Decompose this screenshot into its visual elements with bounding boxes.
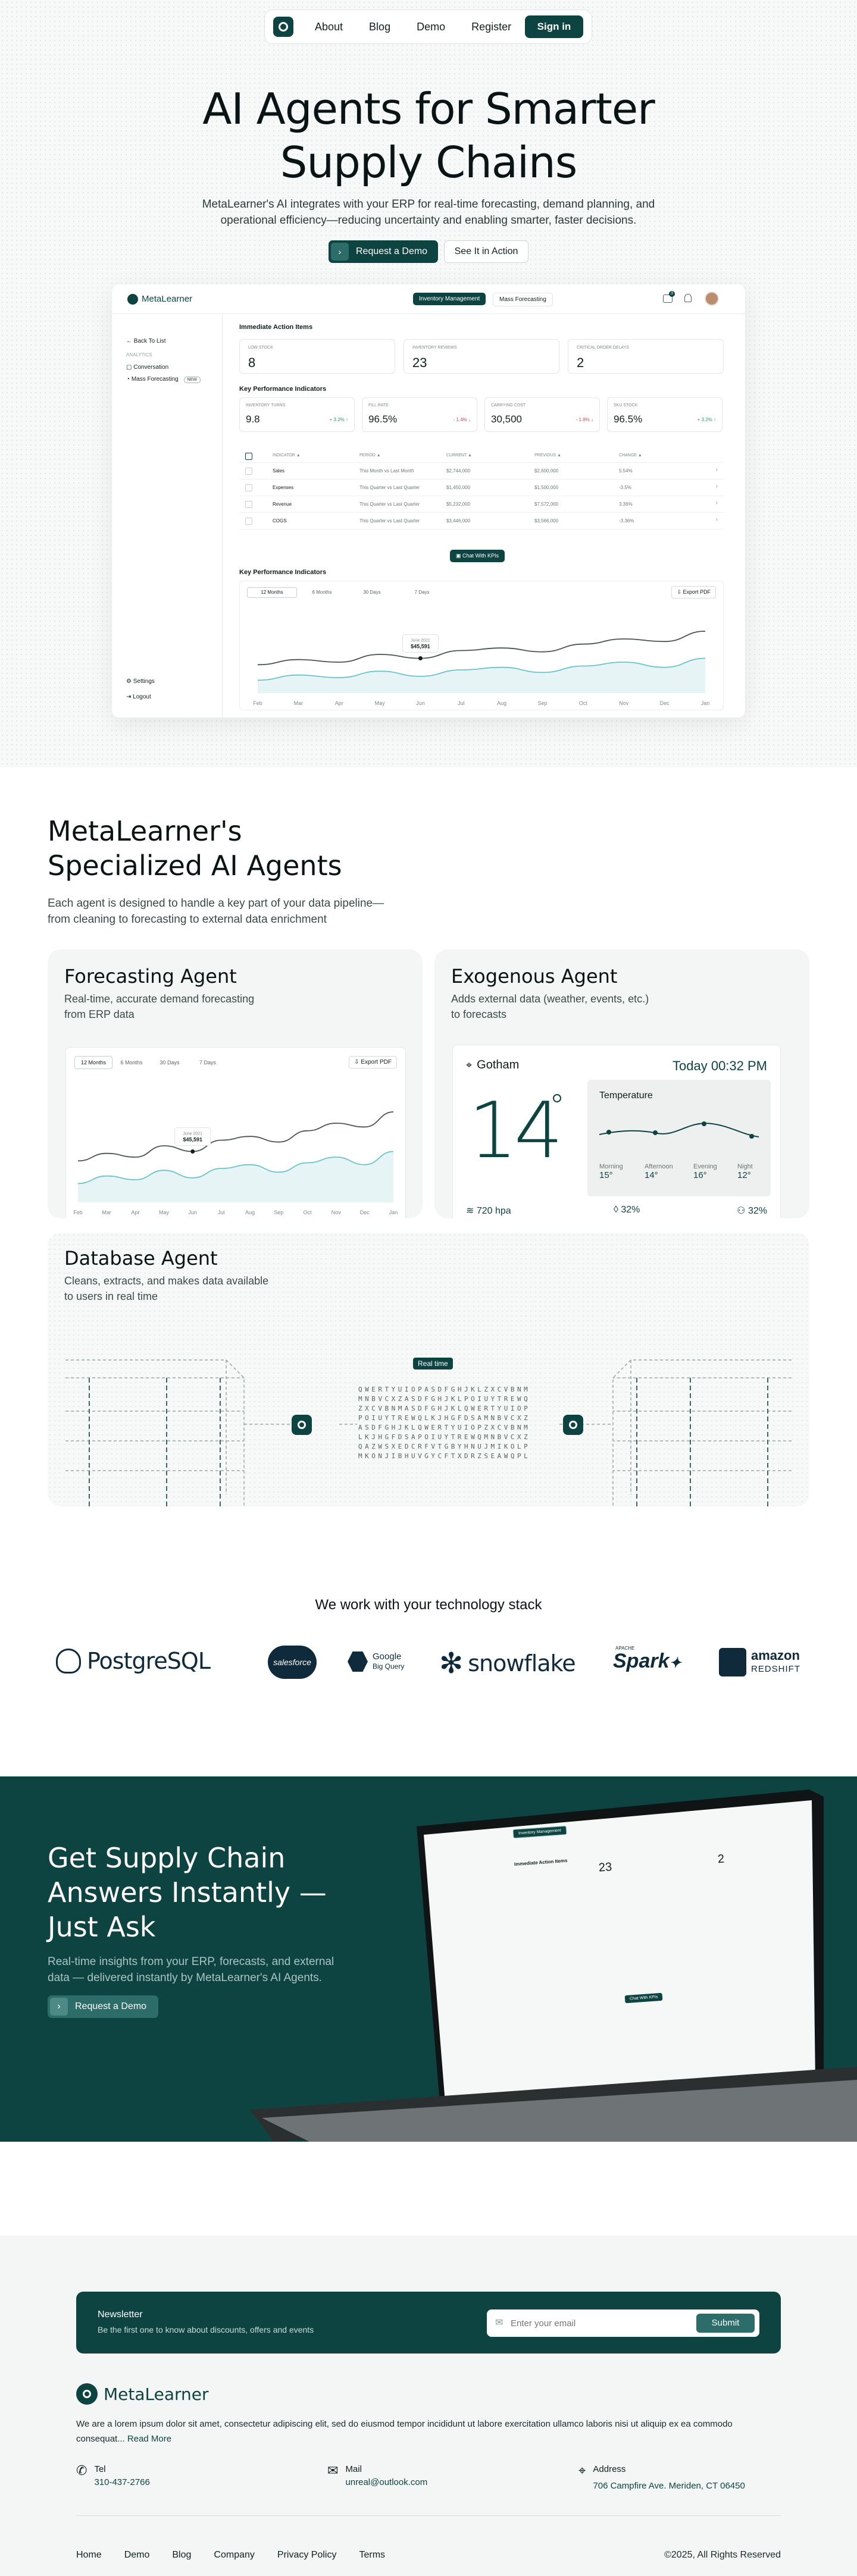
hexagon-icon (348, 1651, 368, 1672)
footer-about (76, 2417, 767, 2446)
range-tab-12m[interactable]: 12 Months (247, 587, 297, 598)
agents-subtitle (48, 895, 384, 927)
cta-desc-2: data — delivered instantly by MetaLearner's AI Agents. (48, 1972, 322, 1984)
request-demo-label: Request a Demo (356, 246, 428, 256)
cta-desc-1: Real-time insights from your ERP, forecasts, and external (48, 1955, 334, 1968)
footer-link-terms[interactable]: Terms (359, 2550, 386, 2560)
kpi-card[interactable] (607, 397, 722, 432)
x-tick-label: Sep (537, 700, 548, 706)
cta-title-line2: Answers Instantly — (48, 1876, 327, 1909)
col-previous[interactable]: PREVIOUS ▲ (534, 453, 562, 457)
degree-icon (553, 1094, 561, 1102)
tooltip-date: June 2021 (183, 1132, 203, 1136)
email-input[interactable] (511, 2314, 689, 2332)
table-cell: This Quarter vs Last Quarter (359, 485, 420, 490)
kpi-line-chart (240, 598, 723, 711)
sidebar-item-mass-forecasting[interactable] (126, 376, 201, 383)
laptop-tab: Inventory Management (513, 1826, 567, 1838)
forecast-range-12m[interactable]: 12 Months (74, 1056, 112, 1069)
col-change[interactable]: CHANGE ▲ (619, 453, 642, 457)
weather-humidity (614, 1205, 640, 1215)
logout-link[interactable] (126, 694, 151, 700)
kpi-delta: + 3.2% ↑ (697, 417, 716, 422)
action-items-title: Immediate Action Items (239, 324, 313, 331)
footer-brand (76, 2383, 209, 2405)
back-to-list[interactable] (126, 338, 166, 344)
chevron-right-icon[interactable]: › (715, 483, 718, 490)
action-value: 23 (412, 355, 427, 370)
kpi-value: 9.8 (246, 413, 260, 425)
nav-demo[interactable]: Demo (417, 20, 446, 33)
table-cell: -3.36% (619, 518, 634, 524)
address-label: Address (593, 2464, 626, 2474)
row-checkbox[interactable] (245, 501, 252, 508)
kpi-card[interactable] (239, 397, 355, 432)
agents-title-line2: Specialized AI Agents (48, 850, 342, 882)
table-cell: $1,450,000 (446, 485, 471, 490)
table-row[interactable] (239, 480, 724, 496)
x-tick-label: Dec (359, 1209, 370, 1215)
kpi-chart-title: Key Performance Indicators (239, 569, 327, 576)
newsletter-title: Newsletter (98, 2309, 143, 2320)
realtime-badge: Real time (413, 1358, 453, 1370)
footer (0, 2236, 857, 2576)
table-cell: $2,600,000 (534, 468, 559, 474)
tooltip-value: $45,591 (411, 643, 430, 650)
table-cell: -3.5% (619, 485, 631, 490)
x-tick-label: Nov (619, 700, 629, 706)
kpi-value: 96.5% (614, 413, 643, 425)
wind-icon: ≋ (466, 1206, 477, 1216)
action-card-low-stock[interactable] (239, 339, 395, 374)
arrow-left-icon: ← (126, 338, 134, 344)
nav-blog[interactable]: Blog (369, 20, 391, 33)
chat-btn-label: Chat With KPIs (462, 553, 499, 559)
footer-link-company[interactable]: Company (214, 2550, 255, 2560)
highlight-point[interactable] (190, 1149, 195, 1154)
database-desc-1: Cleans, extracts, and makes data available (64, 1275, 269, 1287)
x-tick-label: Nov (331, 1209, 341, 1215)
action-label: LOW STOCK (248, 346, 273, 350)
kpi-label: CARRYING COST (491, 403, 526, 408)
kpi-value: 96.5% (368, 413, 398, 425)
person-icon: ⚇ (737, 1206, 748, 1216)
footer-link-home[interactable]: Home (76, 2550, 102, 2560)
nav-about[interactable]: About (315, 20, 343, 33)
logo-salesforce: salesforce (268, 1646, 317, 1679)
newsletter-subtitle: Be the first one to know about discounts, offers and events (98, 2325, 314, 2334)
x-tick-label: Dec (659, 700, 670, 706)
table-row[interactable] (239, 463, 724, 480)
x-tick-label: Mar (293, 700, 304, 706)
star-icon: ✦ (669, 1655, 681, 1671)
table-cell: Sales (273, 468, 285, 474)
table-row[interactable] (239, 496, 724, 513)
location-pin-icon: ⌖ (466, 1059, 473, 1071)
export-icon: ⇩ (677, 589, 683, 595)
signin-button[interactable]: Sign in (525, 15, 583, 38)
logo-spark (613, 1646, 681, 1674)
x-tick-label: Jun (188, 1209, 197, 1215)
series-line-primary (78, 1112, 393, 1161)
kpi-card[interactable] (362, 397, 477, 432)
see-in-action-button[interactable]: See It in Action (444, 240, 528, 263)
laptop-action-title: Immediate Action Items (514, 1857, 568, 1867)
row-checkbox[interactable] (245, 468, 252, 475)
col-period[interactable]: PERIOD ▲ (359, 453, 381, 457)
export-icon: ⇩ (354, 1059, 361, 1066)
location-pin-icon: ⌖ (578, 2463, 586, 2478)
select-all-checkbox[interactable] (245, 453, 252, 460)
footer-link-blog[interactable]: Blog (172, 2550, 192, 2560)
footer-link-demo[interactable]: Demo (124, 2550, 150, 2560)
x-tick-label: May (374, 700, 385, 706)
action-label: INVENTORY REVIEWS (412, 346, 457, 350)
laptop-action-value-2: 2 (717, 1852, 725, 1866)
spark-apache-label: APACHE (615, 1646, 635, 1651)
database-desc-2: to users in real time (64, 1290, 158, 1302)
database-illustration (48, 1233, 809, 1506)
chevron-right-icon[interactable]: › (715, 466, 718, 473)
slot-value: 14° (645, 1170, 658, 1180)
settings-label: Settings (133, 678, 155, 685)
table-cell: $2,744,000 (446, 468, 471, 474)
forecasting-desc (64, 991, 254, 1022)
hero-title-line2: Supply Chains (280, 137, 577, 187)
table-cell: $1,500,000 (534, 485, 559, 490)
forecasting-desc-2: from ERP data (64, 1008, 135, 1020)
forecast-line-chart (66, 1071, 405, 1218)
slot-afternoon (645, 1163, 673, 1180)
gear-icon: ⚙ (126, 678, 133, 685)
droplet-icon: ◊ (614, 1205, 621, 1215)
kpi-label: FILL RATE (368, 403, 389, 408)
chart-icon: ◔ (126, 376, 132, 383)
table-cell: COGS (273, 518, 287, 524)
x-tick-label: Jul (218, 1209, 225, 1215)
mail-label: Mail (345, 2464, 362, 2474)
bigquery-label-2: Big Query (373, 1662, 405, 1671)
bell-icon[interactable] (684, 294, 692, 302)
footer-divider (76, 2515, 781, 2516)
database-title: Database Agent (64, 1247, 218, 1270)
spark-label: Spark (613, 1650, 670, 1672)
table-cell: $3,446,000 (446, 518, 471, 524)
tooltip-value: $45,591 (183, 1136, 203, 1143)
sidebar-section-label: ANALYTICS (126, 352, 152, 358)
postgres-label: PostgreSQL (87, 1648, 210, 1674)
laptop-chat-btn: Chat With KPIs (625, 1993, 663, 2003)
chevron-right-icon[interactable]: › (715, 500, 718, 506)
range-tab-6m[interactable]: 6 Months (312, 590, 332, 595)
stack-title: We work with your technology stack (315, 1597, 542, 1613)
cta-section (0, 1776, 857, 2142)
snowflake-icon: ✻ (439, 1648, 464, 1679)
forecast-export-button[interactable] (349, 1056, 397, 1068)
pressure-value: 720 hpa (476, 1206, 511, 1216)
tel-value[interactable]: 310-437-2766 (94, 2477, 150, 2487)
sidebar-item-conversation[interactable] (126, 364, 168, 371)
x-tick-label: Jan (700, 700, 710, 706)
agents-subtitle-line1: Each agent is designed to handle a key part of your data pipeline— (48, 897, 384, 910)
cta-title-line1: Get Supply Chain (48, 1842, 286, 1874)
table-header (239, 450, 724, 463)
letter-row: ASDFGHJKLQWERTYUIOPZXCVBNM (358, 1424, 531, 1431)
hero-subtitle: MetaLearner's AI integrates with your ERP for real-time forecasting, demand planning, and operational efficiency—reducing uncertainty and enabling smarter, faster decisions. (202, 198, 655, 227)
footer-address (578, 2463, 745, 2493)
table-cell: Revenue (273, 502, 292, 507)
table-cell: This Month vs Last Month (359, 468, 414, 474)
row-checkbox[interactable] (245, 518, 252, 525)
top-nav (264, 10, 592, 44)
phone-icon: ✆ (76, 2463, 87, 2478)
app-brand: MetaLearner (142, 294, 193, 304)
footer-brand-name: MetaLearner (104, 2384, 209, 2404)
cta-title-line3: Just Ask (48, 1911, 156, 1943)
footer-logo-icon (76, 2383, 98, 2405)
logo-postgresql (56, 1648, 210, 1674)
x-tick-label: Feb (253, 700, 262, 706)
col-indicator[interactable]: INDICATOR ▲ (273, 453, 301, 457)
logo-redshift (719, 1648, 800, 1676)
table-cell: 5.54% (619, 468, 633, 474)
app-header (112, 284, 745, 314)
agents-title (48, 814, 342, 883)
slot-label: Morning (599, 1163, 623, 1170)
kpi-label: SKU STOCK (614, 403, 638, 408)
action-card-reviews[interactable] (404, 339, 559, 374)
logo-snowflake (439, 1647, 575, 1680)
table-row[interactable] (239, 513, 724, 529)
read-more-link[interactable]: Read More (127, 2434, 172, 2444)
slot-evening (693, 1163, 717, 1180)
laptop-illustration (0, 1776, 857, 2142)
forecast-range-6m[interactable]: 6 Months (120, 1060, 143, 1066)
table-cell: Expenses (273, 485, 294, 490)
mail-icon: ✉ (495, 2318, 503, 2328)
request-demo-button[interactable] (329, 240, 438, 263)
logo-icon[interactable] (273, 17, 293, 37)
x-tick-label: Oct (303, 1209, 312, 1215)
db-node-right-icon (563, 1415, 583, 1435)
db-node-left-icon (292, 1415, 312, 1435)
app-sidebar (112, 314, 223, 717)
action-label: CRITICAL ORDER DELAYS (577, 346, 629, 350)
kpi-label: INVENTORY TURNS (246, 403, 286, 408)
letter-row: QWERTYUIOPASDFGHJKLZXCVBNM (358, 1386, 531, 1393)
letter-row: LKJHGFDSAPOIUYTREWQMNBVCXZ (358, 1433, 531, 1441)
chat-icon: ▣ (456, 553, 463, 559)
x-tick-label: Jun (416, 700, 425, 706)
x-tick-label: Sep (274, 1209, 284, 1215)
table-cell: $3,566,000 (534, 518, 559, 524)
notification-badge: 3 (669, 291, 675, 297)
logout-icon: ⇥ (126, 694, 133, 700)
slot-value: 12° (737, 1170, 751, 1180)
letter-row: MNBVCXZASDFGHJKLPOIUYTREWQ (358, 1395, 531, 1403)
forecast-export-label: Export PDF (361, 1059, 392, 1066)
weather-time: Today 00:32 PM (673, 1058, 767, 1073)
footer-mail (327, 2463, 427, 2489)
chat-icon: ▢ (126, 364, 134, 371)
slot-label: Evening (693, 1163, 717, 1170)
weather-wind (737, 1205, 767, 1217)
series-line-primary (258, 631, 705, 665)
logout-label: Logout (133, 694, 151, 700)
row-checkbox[interactable] (245, 484, 252, 491)
x-tick-label: May (159, 1209, 170, 1215)
slot-value: 16° (693, 1170, 707, 1180)
arrow-right-icon: › (331, 243, 349, 261)
redshift-label: REDSHIFT (751, 1663, 800, 1674)
forecasting-agent-card (48, 949, 423, 1218)
x-tick-label: Aug (497, 700, 507, 706)
export-label: Export PDF (683, 589, 711, 595)
mail-icon: ✉ (327, 2463, 339, 2478)
avatar[interactable] (705, 292, 719, 306)
kpi-table (239, 450, 724, 540)
submit-button[interactable]: Submit (696, 2314, 755, 2333)
hero-title (0, 82, 857, 189)
col-current[interactable]: CURRENT ▲ (446, 453, 472, 457)
kpi-delta: + 3.2% ↑ (329, 417, 348, 422)
chevron-right-icon[interactable]: › (715, 516, 718, 523)
wind-value: 32% (747, 1206, 767, 1216)
new-badge: NEW (184, 377, 201, 383)
range-tab-7d[interactable]: 7 Days (414, 590, 430, 595)
redshift-icon (719, 1648, 746, 1676)
elephant-icon (56, 1649, 81, 1674)
tooltip-date: June 2021 (411, 638, 430, 643)
temperature-panel (587, 1080, 771, 1196)
range-tabs (247, 587, 447, 598)
slot-night (737, 1163, 753, 1180)
logo-bigquery (348, 1651, 404, 1672)
kpi-card[interactable] (484, 397, 600, 432)
laptop-action-value: 23 (598, 1860, 612, 1875)
x-tick-label: Jan (389, 1209, 398, 1215)
x-tick-label: Jul (458, 700, 465, 706)
forecast-chart-card (65, 1047, 406, 1218)
x-tick-label: Aug (245, 1209, 255, 1215)
app-logo-icon (127, 294, 138, 305)
forecasting-title: Forecasting Agent (64, 965, 237, 988)
table-cell: This Quarter vs Last Quarter (359, 518, 420, 524)
copyright: ©2025, All Rights Reserved (664, 2550, 781, 2560)
tab-inventory[interactable]: Inventory Management (413, 293, 486, 305)
footer-tel (76, 2463, 150, 2489)
humidity-value: 32% (621, 1205, 640, 1215)
exogenous-title: Exogenous Agent (451, 965, 618, 988)
letter-row: ZXCVBNMASDFGHJKLQWERTYUIOP (358, 1405, 531, 1412)
tel-label: Tel (94, 2464, 106, 2474)
x-tick-label: Feb (73, 1209, 83, 1215)
slot-value: 15° (599, 1170, 613, 1180)
x-tick-label: Apr (131, 1209, 140, 1215)
agents-title-line1: MetaLearner's (48, 815, 242, 847)
nav-register[interactable]: Register (471, 20, 512, 33)
highlight-point[interactable] (418, 656, 423, 660)
weather-location (466, 1058, 519, 1072)
data-letter-grid (358, 1385, 530, 1461)
temperature-panel-title: Temperature (599, 1090, 653, 1101)
agents-subtitle-line2: from cleaning to forecasting to external data enrichment (48, 913, 327, 926)
footer-about-text: We are a lorem ipsum dolor sit amet, consectetur adipiscing elit, sed do eiusmod tempor incididunt ut labore exercitation ullamco laboris nisi ut aliquip ex ea commodo consequat... (76, 2419, 733, 2444)
weather-city: Gotham (477, 1058, 520, 1071)
footer-links (76, 2550, 385, 2561)
table-cell: $7,572,000 (534, 502, 559, 507)
slot-morning (599, 1163, 623, 1180)
letter-row: POIUYTREWQLKJHGFDSAMNBVCXZ (358, 1414, 531, 1422)
x-tick-label: Apr (334, 700, 343, 706)
slot-label: Afternoon (645, 1163, 673, 1170)
database-agent-card (48, 1233, 809, 1506)
action-value: 8 (248, 355, 256, 370)
kpi-delta: - 1.8% ↓ (575, 417, 593, 422)
exogenous-desc (451, 991, 649, 1022)
exogenous-desc-1: Adds external data (weather, events, etc.) (451, 993, 649, 1005)
exogenous-agent-card (434, 949, 809, 1218)
cta-button-label: Request a Demo (75, 2001, 147, 2011)
hero-title-line1: AI Agents for Smarter (202, 84, 655, 134)
address-value: 706 Campfire Ave. Meriden, CT 06450 (593, 2481, 745, 2491)
newsletter-form (487, 2309, 759, 2337)
range-tab-30d[interactable]: 30 Days (363, 590, 381, 595)
weather-widget (452, 1045, 781, 1218)
app-window (112, 284, 745, 717)
kpi-chart-card (239, 581, 724, 710)
forecast-range-30d[interactable]: 30 Days (159, 1060, 180, 1066)
arrow-right-icon: › (50, 1998, 68, 2016)
back-label: Back To List (133, 338, 166, 344)
forecasting-desc-1: Real-time, accurate demand forecasting (64, 993, 255, 1005)
footer-link-privacy[interactable]: Privacy Policy (277, 2550, 337, 2560)
exogenous-desc-2: to forecasts (451, 1008, 507, 1020)
table-cell: $5,232,000 (446, 502, 471, 507)
kpi-delta: - 1.4% ↓ (453, 417, 471, 422)
kpi-value: 30,500 (491, 413, 522, 425)
action-card-delays[interactable] (568, 339, 724, 374)
bigquery-label-1: Google (373, 1651, 402, 1662)
weather-temperature: 14 (468, 1085, 560, 1176)
x-tick-label: Oct (578, 700, 587, 706)
settings-link[interactable] (126, 678, 155, 685)
table-cell: This Quarter vs Last Quarter (359, 502, 420, 507)
mail-value[interactable]: unreal@outlook.com (345, 2477, 428, 2487)
export-pdf-button[interactable] (671, 586, 716, 598)
sidebar-conversation-label: Conversation (133, 364, 169, 371)
sidebar-mass-label: Mass Forecasting (131, 376, 179, 383)
slot-label: Night (737, 1163, 753, 1170)
newsletter-box (76, 2292, 781, 2354)
forecast-range-7d[interactable]: 7 Days (199, 1060, 216, 1066)
x-tick-label: Mar (102, 1209, 111, 1215)
kpi-title: Key Performance Indicators (239, 386, 327, 393)
forecast-range-tabs (74, 1056, 227, 1069)
tab-mass-forecasting[interactable]: Mass Forecasting (493, 293, 553, 306)
weather-pressure (466, 1205, 511, 1217)
chat-with-kpis-button[interactable] (450, 550, 505, 562)
letter-row: MKONJIBHUVGYCFTXDRZSEAWQPL (358, 1452, 531, 1460)
table-cell: 3.36% (619, 502, 633, 507)
action-value: 2 (577, 355, 584, 370)
letter-row: QAZWSXEDCRFVTGBYHNUJMIKOLP (358, 1443, 531, 1450)
spark-wordmark (613, 1651, 681, 1674)
snowflake-label: snowflake (468, 1650, 575, 1676)
amazon-label: amazon (751, 1647, 800, 1663)
